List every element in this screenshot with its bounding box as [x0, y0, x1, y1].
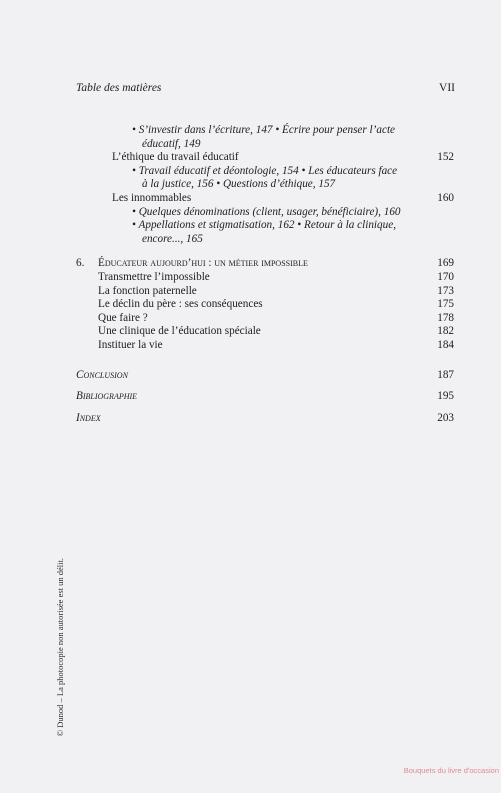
toc-subline: à la justice, 156 • Questions d’éthique, 157: [142, 178, 336, 191]
toc-section-label: Une clinique de l’éducation spéciale: [98, 325, 261, 338]
toc-backmatter: [76, 369, 454, 383]
toc-backmatter-page: 203: [437, 411, 454, 424]
toc-section-page: 173: [437, 284, 454, 297]
toc-chapter-page: 169: [437, 257, 454, 270]
toc-section-label: Le déclin du père : ses conséquences: [98, 298, 263, 311]
toc-section-page: 182: [437, 325, 454, 338]
toc-section: [98, 285, 454, 299]
toc-subline: encore..., 165: [142, 232, 203, 245]
toc-backmatter-page: 187: [437, 368, 454, 381]
toc-backmatter-label: Conclusion: [76, 368, 128, 381]
toc-section: [98, 271, 454, 285]
toc-section: [98, 312, 454, 326]
toc-section-page: 184: [437, 338, 454, 351]
toc-section-page: 152: [437, 151, 454, 164]
toc-subline: • Appellations et stigmatisation, 162 • Retour à la clinique,: [132, 219, 396, 232]
toc-backmatter-page: 195: [437, 390, 454, 403]
toc-chapter-number: 6.: [76, 257, 85, 270]
toc-subline: • Quelques dénominations (client, usager, bénéficiaire), 160: [132, 205, 401, 218]
toc-section-page: 175: [437, 298, 454, 311]
toc-section-page: 170: [437, 270, 454, 283]
toc-backmatter-label: Index: [76, 411, 101, 424]
toc-section-label: Transmettre l’impossible: [98, 270, 210, 283]
toc-section-label: Que faire ?: [98, 311, 148, 324]
toc-section: [98, 298, 454, 312]
copyright-notice: © Dunod – La photocopie non autorisée est un délit.: [55, 558, 65, 737]
seller-stamp: Bouquets du livre d'occasion: [403, 766, 499, 775]
toc-chapter: [76, 257, 454, 271]
running-title: Table des matières: [76, 82, 162, 94]
toc-section: [112, 192, 454, 206]
table-of-contents: [76, 124, 454, 425]
toc-section-page: 178: [437, 311, 454, 324]
page-number: VII: [439, 82, 455, 94]
toc-section-label: La fonction paternelle: [98, 284, 197, 297]
toc-chapter-label: Éducateur aujourd’hui : un métier impossible: [98, 257, 308, 270]
toc-section: [112, 151, 454, 165]
toc-subline: • Travail éducatif et déontologie, 154 • Les éducateurs face: [132, 164, 398, 177]
toc-backmatter: [76, 412, 454, 426]
toc-subline: éducatif, 149: [142, 137, 201, 150]
running-header: [76, 82, 455, 98]
toc-backmatter: [76, 390, 454, 404]
toc-section-label: Instituer la vie: [98, 338, 163, 351]
toc-section: [98, 325, 454, 339]
toc-backmatter-label: Bibliographie: [76, 390, 138, 403]
toc-section-label: Les innommables: [112, 191, 192, 204]
toc-section-page: 160: [437, 191, 454, 204]
toc-section: [98, 339, 454, 353]
toc-subline: • S’investir dans l’écriture, 147 • Écrire pour penser l’acte: [132, 124, 396, 136]
toc-section-label: L’éthique du travail éducatif: [112, 151, 239, 164]
